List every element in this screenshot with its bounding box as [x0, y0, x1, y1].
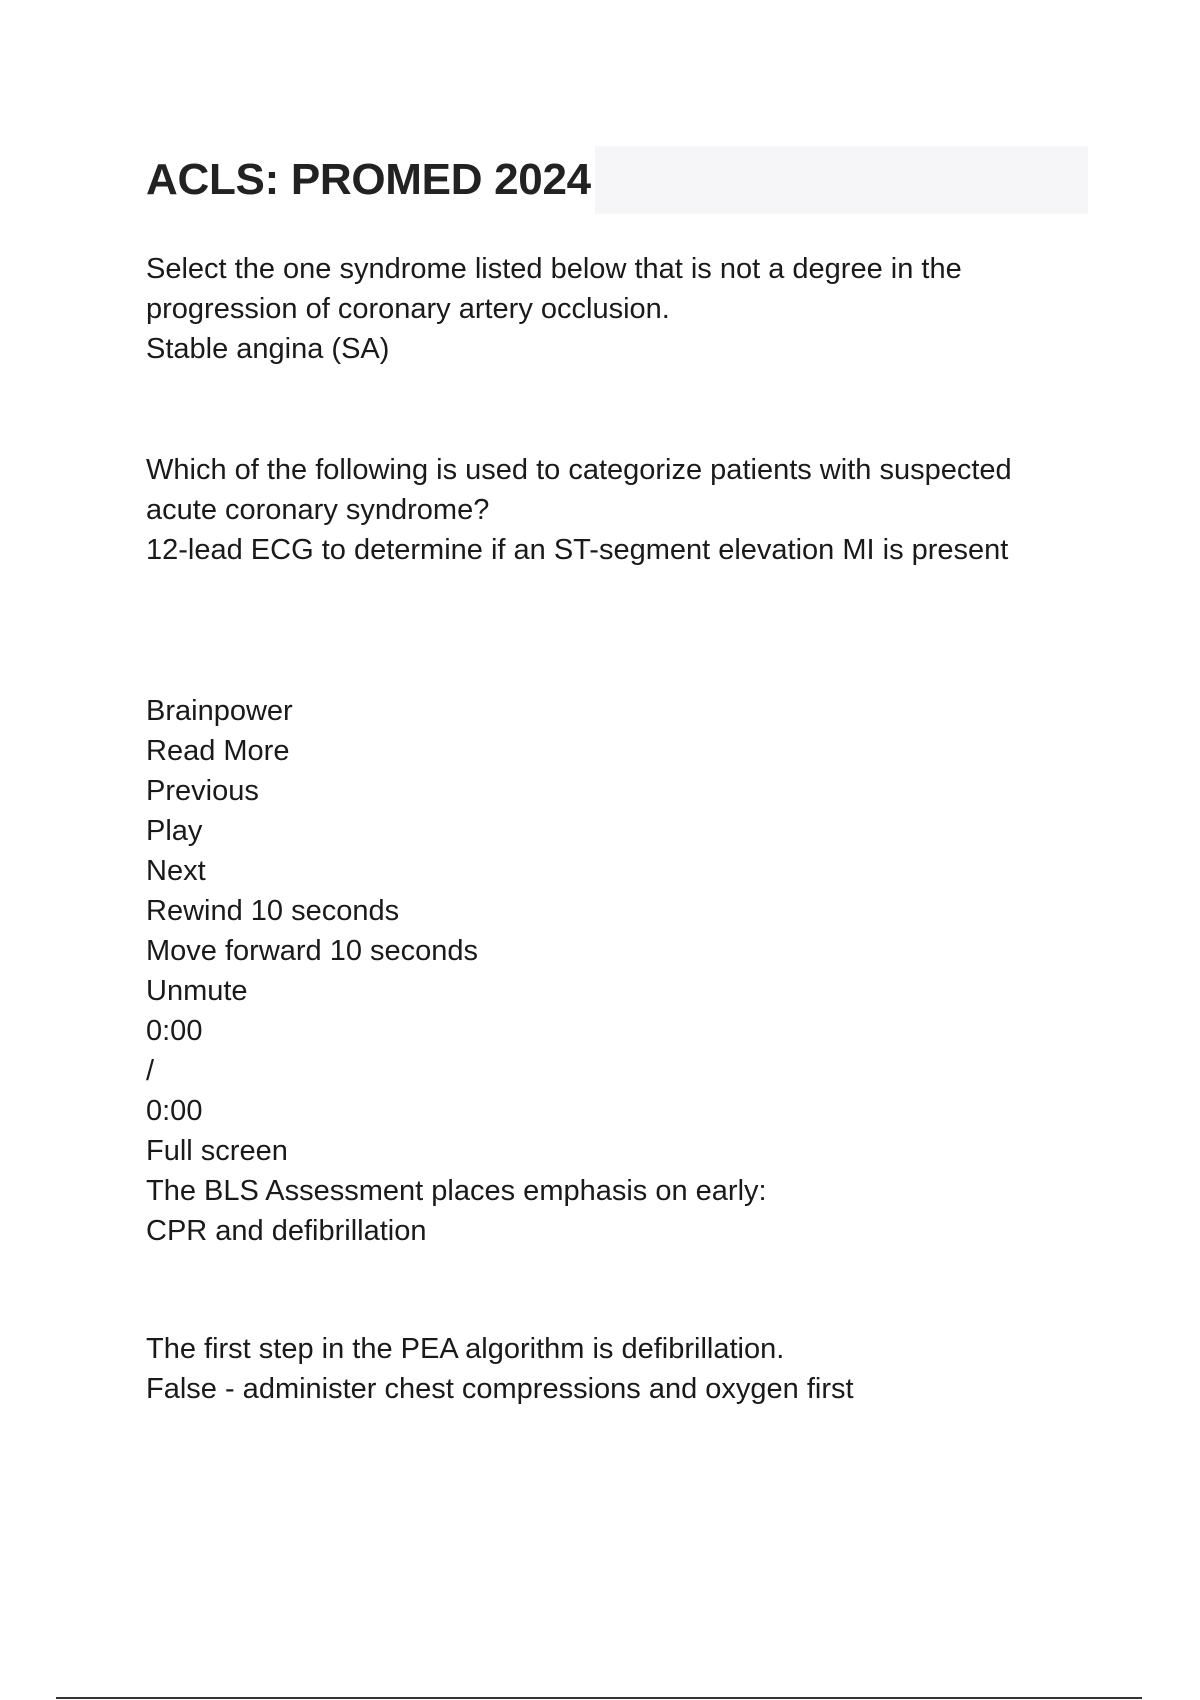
- document-title: ACLS: PROMED 2024: [146, 146, 595, 214]
- duration-time: 0:00: [146, 1095, 203, 1127]
- question-text: acute coronary syndrome?: [146, 494, 490, 526]
- unmute-button[interactable]: Unmute: [146, 975, 248, 1007]
- next-button[interactable]: Next: [146, 855, 206, 887]
- answer-text: False - administer chest compressions and oxygen first: [146, 1373, 854, 1405]
- question-text: The first step in the PEA algorithm is defibrillation.: [146, 1333, 785, 1365]
- rewind-button[interactable]: Rewind 10 seconds: [146, 895, 400, 927]
- player-brand: Brainpower: [146, 695, 293, 727]
- forward-button[interactable]: Move forward 10 seconds: [146, 935, 479, 967]
- answer-text: CPR and defibrillation: [146, 1215, 427, 1247]
- question-text: Select the one syndrome listed below that is not a degree in the: [146, 253, 962, 285]
- question-text: progression of coronary artery occlusion.: [146, 293, 670, 325]
- media-player-text: [146, 691, 1106, 1251]
- read-more-link[interactable]: Read More: [146, 735, 290, 767]
- answer-text: Stable angina (SA): [146, 333, 390, 365]
- question-text: Which of the following is used to categorize patients with suspected: [146, 454, 1012, 486]
- current-time: 0:00: [146, 1015, 203, 1047]
- footer-divider: [56, 1697, 1142, 1699]
- full-screen-button[interactable]: Full screen: [146, 1135, 288, 1167]
- play-button[interactable]: Play: [146, 815, 203, 847]
- qa-item: [146, 249, 1106, 369]
- qa-item: [146, 450, 1106, 570]
- qa-item: [146, 1329, 1106, 1409]
- question-text: The BLS Assessment places emphasis on early:: [146, 1175, 767, 1207]
- previous-button[interactable]: Previous: [146, 775, 259, 807]
- time-separator: /: [146, 1055, 155, 1087]
- answer-text: 12-lead ECG to determine if an ST-segment elevation MI is present: [146, 534, 1009, 566]
